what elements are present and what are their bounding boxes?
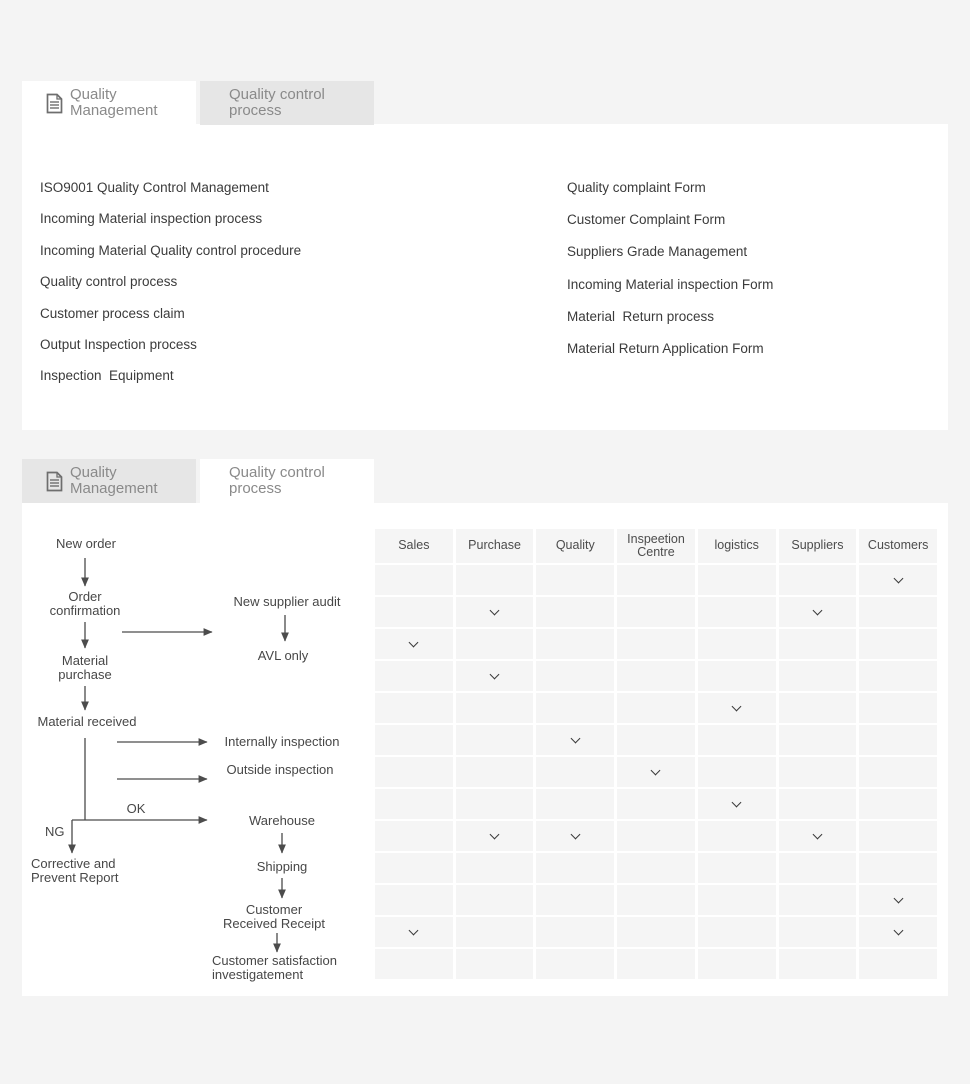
- matrix-cell: [698, 885, 776, 915]
- matrix-cell: [375, 693, 453, 723]
- matrix-cell: [536, 725, 614, 755]
- document-link[interactable]: Incoming Material inspection Form: [567, 276, 774, 292]
- matrix-cell: [698, 565, 776, 595]
- chevron-down-icon: [893, 925, 903, 935]
- matrix-cell: [779, 949, 857, 979]
- matrix-cell: [617, 789, 695, 819]
- chevron-down-icon: [490, 669, 500, 679]
- chevron-down-icon: [570, 733, 580, 743]
- matrix-cell: [536, 853, 614, 883]
- document-link[interactable]: Material Return Application Form: [567, 340, 764, 356]
- document-link[interactable]: Customer process claim: [40, 305, 185, 321]
- matrix-column-header: Customers: [859, 529, 937, 563]
- matrix-cell: [456, 917, 534, 947]
- matrix-cell: [536, 885, 614, 915]
- matrix-cell: [375, 949, 453, 979]
- flow-node-material-received: Material received: [37, 714, 137, 729]
- matrix-cell: [698, 693, 776, 723]
- matrix-cell: [779, 693, 857, 723]
- tab-label: Quality control process: [229, 464, 325, 497]
- document-link[interactable]: Quality complaint Form: [567, 180, 706, 195]
- matrix-cell: [536, 693, 614, 723]
- tab-quality-management[interactable]: [22, 81, 196, 125]
- flow-node-material-purchase: Material purchase: [58, 653, 112, 682]
- matrix-cell: [456, 725, 534, 755]
- chevron-down-icon: [893, 573, 903, 583]
- matrix-cell: [698, 949, 776, 979]
- matrix-cell: [617, 949, 695, 979]
- matrix-cell: [779, 661, 857, 691]
- process-flowchart: [22, 503, 372, 996]
- matrix-cell: [698, 597, 776, 627]
- matrix-cell: [617, 853, 695, 883]
- matrix-cell: [456, 661, 534, 691]
- matrix-cell: [375, 917, 453, 947]
- flow-node-customer-satisfaction: Customer satisfaction investigatement: [212, 953, 337, 982]
- document-link[interactable]: Inspection Equipment: [40, 368, 174, 384]
- matrix-cell: [779, 885, 857, 915]
- matrix-cell: [779, 789, 857, 819]
- matrix-column-header: logistics: [698, 529, 776, 563]
- matrix-cell: [779, 917, 857, 947]
- tab-quality-control-process[interactable]: [200, 459, 374, 503]
- flow-label-ng: NG: [45, 824, 65, 839]
- matrix-cell: [456, 949, 534, 979]
- tab-quality-management[interactable]: [22, 459, 196, 503]
- matrix-cell: [617, 661, 695, 691]
- matrix-cell: [536, 565, 614, 595]
- document-link[interactable]: Customer Complaint Form: [567, 212, 726, 228]
- matrix-cell: [536, 661, 614, 691]
- matrix-cell: [456, 853, 534, 883]
- chevron-down-icon: [732, 797, 742, 807]
- matrix-column-header: Sales: [375, 529, 453, 563]
- matrix-cell: [698, 853, 776, 883]
- matrix-cell: [698, 917, 776, 947]
- document-link[interactable]: Suppliers Grade Management: [567, 244, 748, 260]
- document-link[interactable]: Output Inspection process: [40, 336, 197, 352]
- chevron-down-icon: [732, 701, 742, 711]
- document-icon: [46, 93, 63, 114]
- matrix-cell: [779, 597, 857, 627]
- matrix-cell: [375, 725, 453, 755]
- matrix-cell: [617, 757, 695, 787]
- matrix-column-header: Quality: [536, 529, 614, 563]
- chevron-down-icon: [409, 637, 419, 647]
- matrix-cell: [617, 725, 695, 755]
- tab-label: Quality Management: [70, 464, 158, 497]
- flow-node-new-supplier-audit: New supplier audit: [233, 594, 341, 609]
- matrix-cell: [375, 789, 453, 819]
- matrix-cell: [617, 821, 695, 851]
- matrix-cell: [698, 725, 776, 755]
- matrix-cell: [536, 789, 614, 819]
- matrix-cell: [859, 917, 937, 947]
- matrix-cell: [859, 885, 937, 915]
- matrix-cell: [375, 565, 453, 595]
- matrix-cell: [859, 725, 937, 755]
- responsibility-matrix: [375, 529, 937, 979]
- matrix-cell: [779, 629, 857, 659]
- matrix-cell: [859, 597, 937, 627]
- document-link[interactable]: Incoming Material inspection process: [40, 211, 263, 227]
- tab-label: Quality control process: [229, 86, 325, 119]
- top-tab-bar: [22, 81, 374, 125]
- matrix-cell: [456, 629, 534, 659]
- chevron-down-icon: [570, 829, 580, 839]
- document-list-right: [567, 180, 773, 373]
- matrix-cell: [617, 885, 695, 915]
- matrix-cell: [536, 629, 614, 659]
- matrix-cell: [859, 949, 937, 979]
- matrix-cell: [456, 821, 534, 851]
- matrix-cell: [375, 853, 453, 883]
- tab-quality-control-process[interactable]: [200, 81, 374, 125]
- matrix-cell: [617, 565, 695, 595]
- matrix-cell: [536, 917, 614, 947]
- document-list-left: [40, 180, 301, 400]
- matrix-cell: [779, 853, 857, 883]
- matrix-cell: [617, 629, 695, 659]
- matrix-cell: [375, 661, 453, 691]
- matrix-cell: [859, 693, 937, 723]
- matrix-cell: [859, 789, 937, 819]
- chevron-down-icon: [490, 605, 500, 615]
- matrix-cell: [859, 661, 937, 691]
- quality-management-panel: [22, 124, 948, 430]
- matrix-cell: [617, 597, 695, 627]
- matrix-cell: [698, 757, 776, 787]
- document-link[interactable]: Incoming Material Quality control procedure: [40, 242, 302, 258]
- flow-node-warehouse: Warehouse: [249, 813, 315, 828]
- chevron-down-icon: [812, 605, 822, 615]
- chevron-down-icon: [893, 893, 903, 903]
- matrix-cell: [375, 885, 453, 915]
- matrix-cell: [779, 725, 857, 755]
- matrix-cell: [375, 821, 453, 851]
- bottom-tab-bar: [22, 459, 374, 503]
- matrix-cell: [456, 693, 534, 723]
- flow-node-order-confirmation: Order confirmation: [49, 589, 121, 618]
- document-link[interactable]: Material Return process: [567, 308, 715, 324]
- matrix-cell: [698, 661, 776, 691]
- matrix-cell: [456, 597, 534, 627]
- flow-node-new-order: New order: [56, 536, 116, 551]
- matrix-cell: [779, 821, 857, 851]
- flow-node-internally-inspection: Internally inspection: [224, 734, 340, 749]
- flow-node-customer-received-receipt: Customer Received Receipt: [223, 902, 325, 931]
- matrix-cell: [536, 821, 614, 851]
- chevron-down-icon: [651, 765, 661, 775]
- chevron-down-icon: [812, 829, 822, 839]
- matrix-cell: [779, 565, 857, 595]
- matrix-cell: [375, 597, 453, 627]
- flow-node-outside-inspection: Outside inspection: [226, 762, 334, 777]
- matrix-cell: [779, 757, 857, 787]
- chevron-down-icon: [409, 925, 419, 935]
- matrix-cell: [859, 565, 937, 595]
- tab-label: Quality Management: [70, 86, 158, 119]
- matrix-cell: [456, 885, 534, 915]
- matrix-cell: [456, 757, 534, 787]
- matrix-cell: [859, 629, 937, 659]
- matrix-cell: [536, 757, 614, 787]
- matrix-cell: [859, 821, 937, 851]
- chevron-down-icon: [490, 829, 500, 839]
- matrix-cell: [617, 917, 695, 947]
- quality-control-process-panel: [22, 503, 948, 996]
- document-icon: [46, 471, 63, 492]
- flow-node-avl-only: AVL only: [257, 648, 309, 663]
- matrix-cell: [536, 949, 614, 979]
- matrix-cell: [375, 757, 453, 787]
- matrix-cell: [617, 693, 695, 723]
- matrix-cell: [859, 757, 937, 787]
- matrix-column-header: Inspeetion Centre: [617, 529, 695, 563]
- matrix-column-header: Suppliers: [779, 529, 857, 563]
- matrix-column-header: Purchase: [456, 529, 534, 563]
- matrix-cell: [698, 789, 776, 819]
- matrix-cell: [698, 629, 776, 659]
- matrix-cell: [375, 629, 453, 659]
- matrix-cell: [536, 597, 614, 627]
- matrix-cell: [456, 789, 534, 819]
- document-link[interactable]: ISO9001 Quality Control Management: [40, 180, 269, 195]
- document-link[interactable]: Quality control process: [40, 274, 178, 290]
- matrix-cell: [859, 853, 937, 883]
- flow-node-shipping: Shipping: [256, 859, 308, 874]
- matrix-cell: [456, 565, 534, 595]
- matrix-cell: [698, 821, 776, 851]
- flow-node-corrective-report: Corrective and Prevent Report: [31, 856, 119, 885]
- flow-label-ok: OK: [126, 801, 146, 816]
